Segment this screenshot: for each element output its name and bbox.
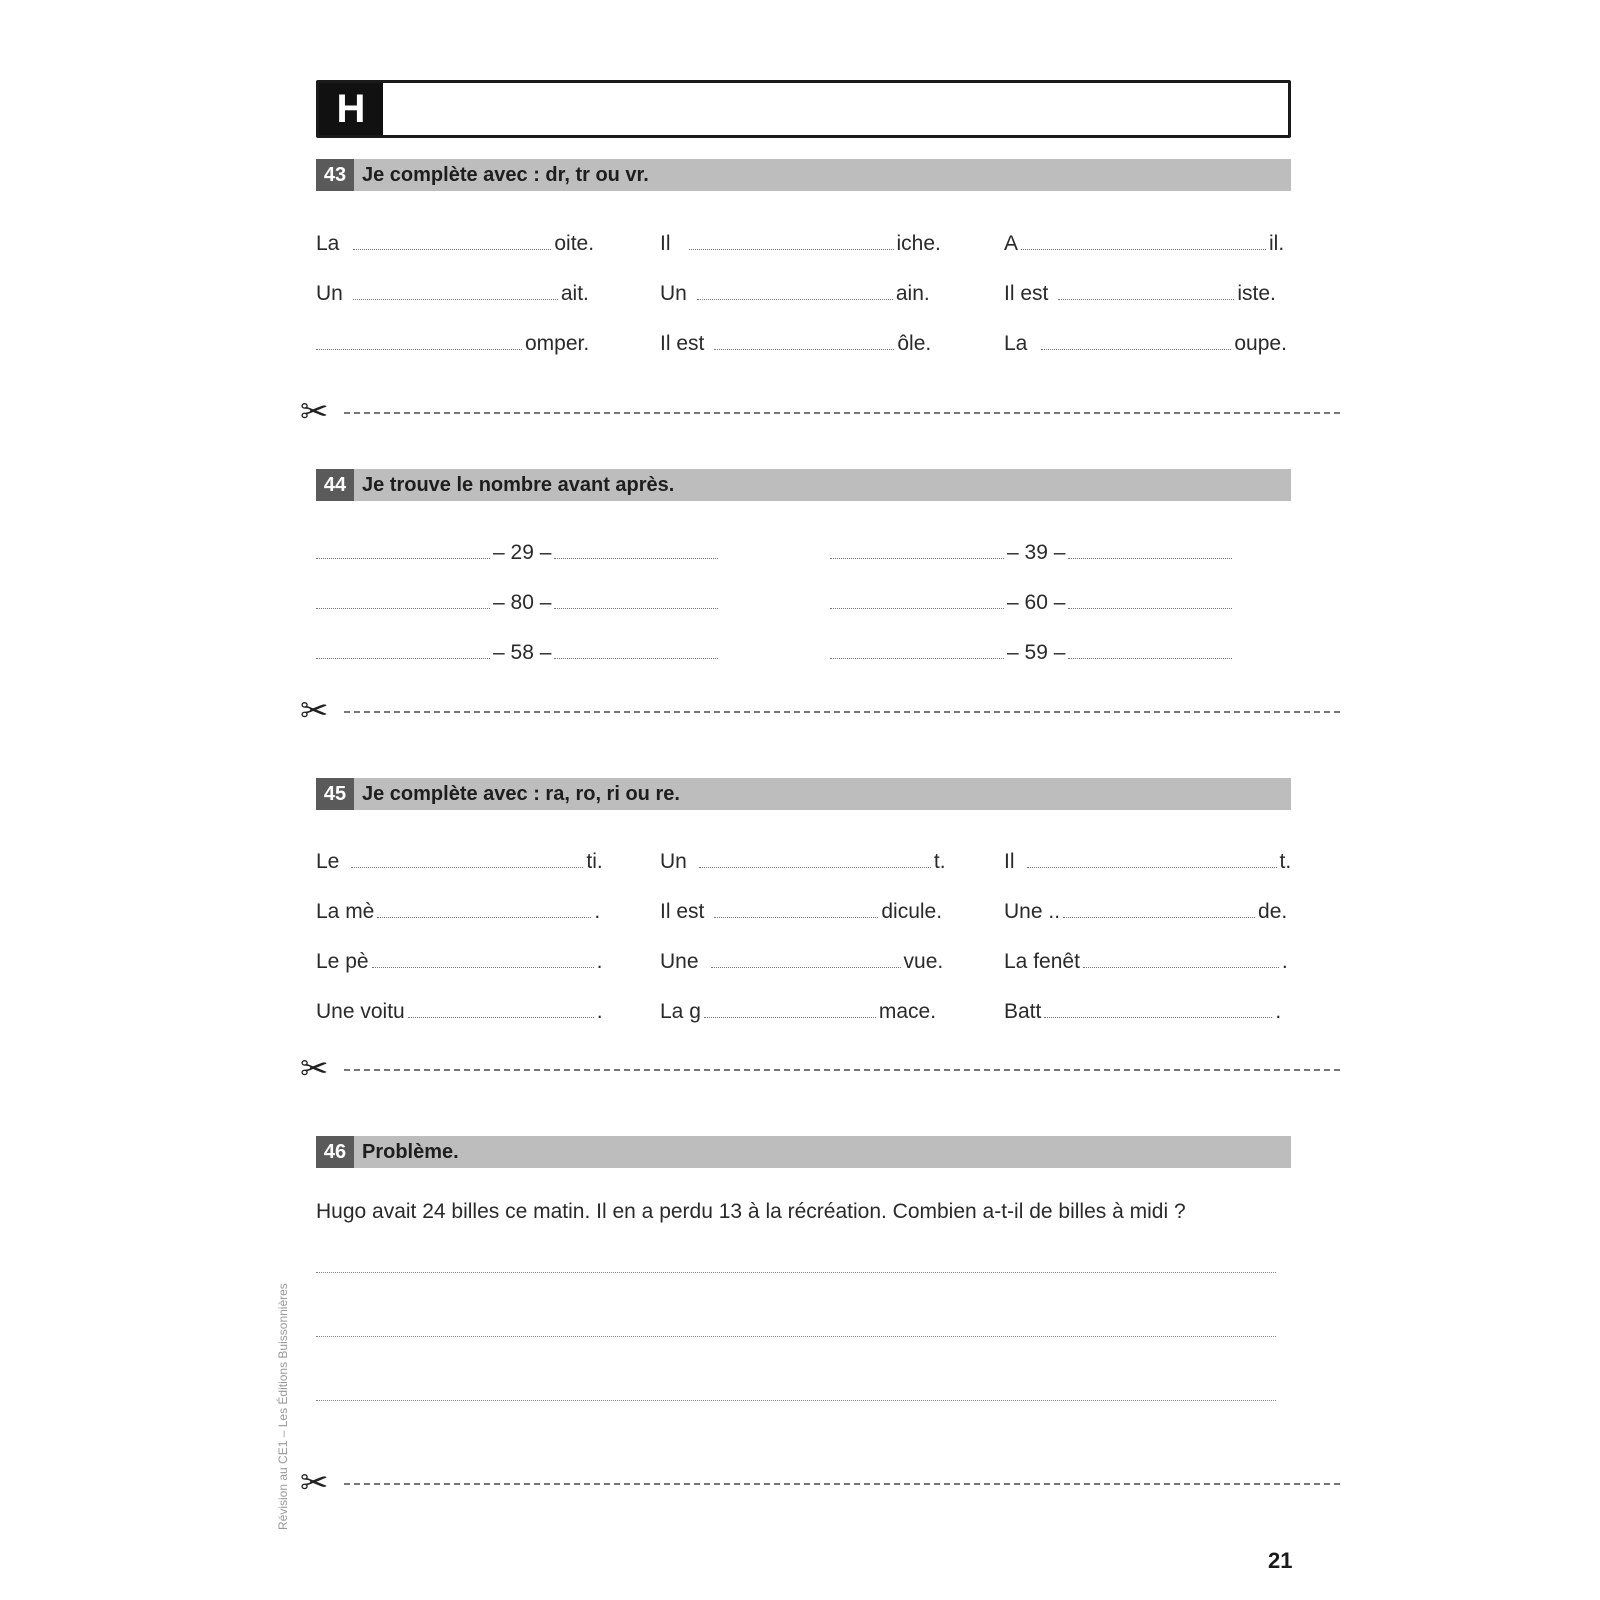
exercise-45-header [316,778,1291,810]
item-suffix: omper. [525,332,590,355]
answer-blank[interactable] [1041,348,1231,350]
item-prefix: Le pè [316,950,369,973]
number-item [830,537,1235,565]
dashed-divider [344,412,1340,414]
fill-item [316,946,602,974]
item-prefix: La g [660,1000,701,1023]
item-suffix: iche. [896,232,941,255]
exercise-title: Problème. [362,1140,459,1163]
fill-item [1004,996,1281,1024]
number-value: – 80 – [493,591,552,614]
item-suffix: . [1275,1000,1282,1023]
answer-blank[interactable] [711,966,901,968]
answer-blank[interactable] [554,657,718,659]
fill-item [660,846,946,874]
item-suffix: mace. [878,1000,937,1023]
side-credit: Révision au CE1 – Les Éditions Buissonnières [276,1283,290,1530]
item-suffix: . [596,950,603,973]
fill-item [1004,846,1291,874]
item-suffix: t. [1279,850,1292,873]
answer-blank[interactable] [704,1016,876,1018]
scissors-icon: ✂ [300,1050,329,1088]
exercise-46-header [316,1136,1291,1168]
item-suffix: ti. [586,850,603,873]
fill-item [1004,328,1287,356]
answer-blank[interactable] [316,607,490,609]
answer-line[interactable] [316,1272,1276,1273]
exercise-title: Je trouve le nombre avant après. [362,473,675,496]
item-suffix: vue. [903,950,944,973]
answer-blank[interactable] [1027,866,1277,868]
item-prefix: Un [660,850,687,873]
exercise-number: 46 [316,1136,354,1168]
answer-blank[interactable] [316,657,490,659]
number-value: – 59 – [1007,641,1066,664]
header-letter: H [319,83,383,135]
item-suffix: il. [1269,232,1285,255]
answer-blank[interactable] [697,298,893,300]
number-item [316,537,721,565]
exercise-number: 44 [316,469,354,501]
number-item [316,587,721,615]
answer-blank[interactable] [372,966,594,968]
fill-item [316,846,603,874]
answer-blank[interactable] [830,607,1004,609]
answer-blank[interactable] [377,916,591,918]
item-prefix: A [1004,232,1019,255]
exercise-43-header [316,159,1291,191]
number-value: – 58 – [493,641,552,664]
fill-item [660,996,936,1024]
scissors-icon: ✂ [300,393,329,431]
fill-item [660,946,943,974]
scissors-icon: ✂ [300,692,329,730]
fill-item [660,278,930,306]
item-suffix: . [594,900,601,923]
item-suffix: t. [933,850,946,873]
fill-item [660,896,942,924]
page-number: 21 [1268,1548,1293,1573]
answer-blank[interactable] [351,866,583,868]
fill-item [316,328,589,356]
exercise-title: Je complète avec : ra, ro, ri ou re. [362,782,680,805]
answer-blank[interactable] [689,248,894,250]
answer-blank[interactable] [353,248,551,250]
answer-blank[interactable] [316,348,522,350]
answer-blank[interactable] [714,348,894,350]
item-suffix: oupe. [1234,332,1287,355]
answer-blank[interactable] [830,657,1004,659]
dashed-divider [344,1069,1340,1071]
item-suffix: ait. [560,282,589,305]
fill-item [660,328,931,356]
dashed-divider [344,1483,1340,1485]
fill-item [316,278,589,306]
item-prefix: Il [1004,850,1015,873]
item-suffix: ôle. [897,332,932,355]
item-prefix: Il est [660,332,705,355]
item-suffix: ain. [895,282,930,305]
item-suffix: de. [1258,900,1288,923]
answer-blank[interactable] [1068,607,1232,609]
item-prefix: Il [660,232,671,255]
cut-line [300,1464,1340,1502]
fill-item [316,996,603,1024]
exercise-number: 43 [316,159,354,191]
fill-item [1004,278,1276,306]
number-value: – 39 – [1007,541,1066,564]
item-prefix: La [316,232,340,255]
item-suffix: oite. [554,232,595,255]
cut-line [300,692,1340,730]
answer-blank[interactable] [1044,1016,1272,1018]
header-box [316,80,1291,138]
item-prefix: La [1004,332,1028,355]
answer-blank[interactable] [554,607,718,609]
number-item [316,637,721,665]
number-item [830,587,1235,615]
item-prefix: Il est [660,900,705,923]
cut-line [300,1050,1340,1088]
answer-blank[interactable] [830,557,1004,559]
dashed-divider [344,711,1340,713]
item-prefix: Une voitu [316,1000,405,1023]
answer-blank[interactable] [353,298,558,300]
item-prefix: Un [316,282,343,305]
answer-blank[interactable] [1068,657,1232,659]
item-prefix: Une [660,950,699,973]
answer-blank[interactable] [1058,298,1234,300]
exercise-title: Je complète avec : dr, tr ou vr. [362,163,649,186]
fill-item [1004,896,1287,924]
answer-blank[interactable] [1021,248,1266,250]
item-prefix: Il est [1004,282,1049,305]
fill-item [660,228,941,256]
item-suffix: . [1281,950,1288,973]
answer-blank[interactable] [714,916,878,918]
answer-line[interactable] [316,1336,1276,1337]
item-suffix: . [596,1000,603,1023]
answer-blank[interactable] [1063,916,1255,918]
fill-item [1004,946,1288,974]
number-item [830,637,1235,665]
problem-statement: Hugo avait 24 billes ce matin. Il en a perdu 13 à la récréation. Combien a-t-il de billes à midi ? [316,1200,1186,1223]
answer-blank[interactable] [1068,557,1232,559]
answer-blank[interactable] [699,866,931,868]
answer-line[interactable] [316,1400,1276,1401]
exercise-44-header [316,469,1291,501]
item-suffix: dicule. [881,900,943,923]
item-prefix: Un [660,282,687,305]
answer-blank[interactable] [316,557,490,559]
answer-blank[interactable] [408,1016,594,1018]
number-value: – 29 – [493,541,552,564]
item-prefix: La mè [316,900,375,923]
item-prefix: Batt [1004,1000,1042,1023]
fill-item [316,896,600,924]
answer-blank[interactable] [554,557,718,559]
scissors-icon: ✂ [300,1464,329,1502]
item-prefix: Une .. [1004,900,1061,923]
fill-item [316,228,594,256]
exercise-number: 45 [316,778,354,810]
cut-line [300,393,1340,431]
item-prefix: Le [316,850,340,873]
fill-item [1004,228,1284,256]
answer-blank[interactable] [1083,966,1279,968]
item-suffix: iste. [1237,282,1276,305]
number-value: – 60 – [1007,591,1066,614]
item-prefix: La fenêt [1004,950,1080,973]
